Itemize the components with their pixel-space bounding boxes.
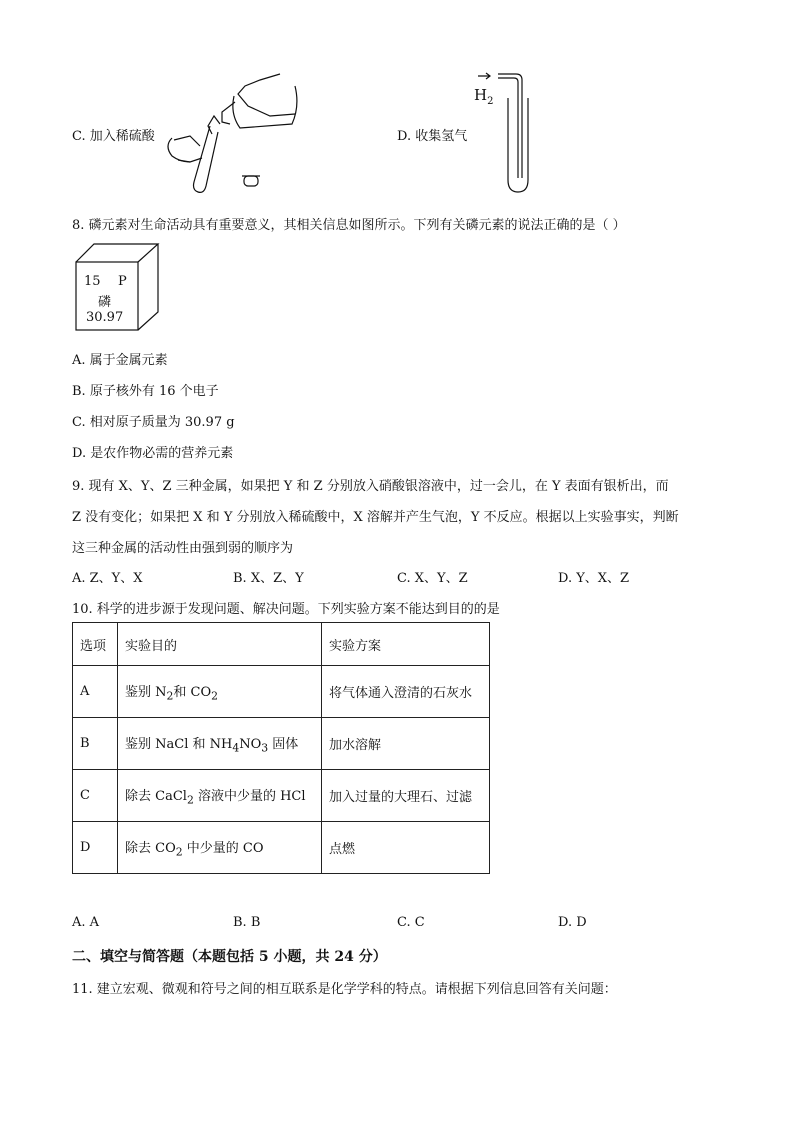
- q8-option-b[interactable]: B. 原子核外有 16 个电子: [72, 384, 219, 399]
- purpose-subscript-a: 4: [232, 741, 240, 755]
- purpose-subscript-a: 2: [175, 845, 183, 859]
- q8-question: 8. 磷元素对生命活动具有重要意义，其相关信息如图所示。下列有关磷元素的说法正确的是（ ）: [72, 218, 626, 233]
- atomic-mass: 30.97: [86, 310, 124, 325]
- table-row: [73, 822, 490, 874]
- row-plan: 点燃: [322, 822, 490, 874]
- q10-option-b[interactable]: B. B: [233, 915, 261, 930]
- q9-option-d[interactable]: D. Y、X、Z: [558, 571, 630, 586]
- element-cell-phosphorus: [72, 240, 162, 332]
- purpose-part-a: 除去 CaCl: [125, 788, 187, 804]
- header-option: 选项: [73, 623, 118, 666]
- atomic-number: 15: [84, 274, 101, 289]
- q9-line-2: Z 没有变化；如果把 X 和 Y 分别放入稀硫酸中，X 溶解并产生气泡，Y 不反应。根据以上实验事实，判断: [72, 510, 679, 525]
- q10-experiment-table: [72, 622, 490, 874]
- purpose-part-b: 和 CO: [173, 684, 212, 700]
- q10-option-a[interactable]: A. A: [72, 915, 100, 930]
- row-purpose: [118, 822, 322, 874]
- row-plan: 加水溶解: [322, 718, 490, 770]
- purpose-subscript-a: 2: [166, 689, 174, 703]
- q10-option-d[interactable]: D. D: [558, 915, 587, 930]
- row-purpose: [118, 718, 322, 770]
- purpose-part-a: 除去 CO: [125, 840, 176, 856]
- purpose-part-b: 中少量的 CO: [182, 840, 264, 856]
- purpose-subscript-b: 2: [211, 689, 219, 703]
- row-plan: 加入过量的大理石、过滤: [322, 770, 490, 822]
- row-purpose: [118, 770, 322, 822]
- h2-label-subscript: 2: [487, 96, 494, 107]
- row-plan: 将气体通入澄清的石灰水: [322, 666, 490, 718]
- q11-question: 11. 建立宏观、微观和符号之间的相互联系是化学学科的特点。请根据下列信息回答有关问题：: [72, 982, 617, 997]
- section-2-title: 二、填空与简答题（本题包括 5 小题，共 24 分）: [72, 949, 387, 965]
- q9-option-a[interactable]: A. Z、Y、X: [72, 571, 143, 586]
- table-row: [73, 666, 490, 718]
- element-name: 磷: [98, 295, 112, 310]
- purpose-part-a: 鉴别 N: [125, 684, 167, 700]
- option-d-label[interactable]: D. 收集氢气: [397, 129, 468, 144]
- header-purpose: 实验目的: [118, 623, 322, 666]
- q8-option-d[interactable]: D. 是农作物必需的营养元素: [72, 446, 234, 461]
- q9-line-1: 9. 现有 X、Y、Z 三种金属，如果把 Y 和 Z 分别放入硝酸银溶液中，过一会儿，在 Y 表面有银析出，而: [72, 479, 669, 494]
- q10-question: 10. 科学的进步源于发现问题、解决问题。下列实验方案不能达到目的的是: [72, 602, 500, 617]
- purpose-part-c: 固体: [268, 736, 299, 752]
- q9-option-c[interactable]: C. X、Y、Z: [397, 571, 468, 586]
- purpose-part-a: 鉴别 NaCl 和 NH: [125, 736, 233, 752]
- purpose-subscript-b: 3: [261, 741, 269, 755]
- table-row: [73, 718, 490, 770]
- option-c-label[interactable]: C. 加入稀硫酸: [72, 129, 155, 144]
- row-option: A: [73, 666, 118, 718]
- q9-option-b[interactable]: B. X、Z、Y: [233, 571, 304, 586]
- h2-label-text: H: [474, 86, 488, 104]
- row-purpose: [118, 666, 322, 718]
- purpose-subscript-a: 2: [186, 793, 194, 807]
- header-plan: 实验方案: [322, 623, 490, 666]
- row-option: C: [73, 770, 118, 822]
- row-option: B: [73, 718, 118, 770]
- q8-option-a[interactable]: A. 属于金属元素: [72, 353, 168, 368]
- q9-line-3: 这三种金属的活动性由强到弱的顺序为: [72, 541, 294, 556]
- q8-option-c[interactable]: C. 相对原子质量为 30.97 g: [72, 415, 235, 430]
- gas-collection-tube-illustration: [472, 68, 532, 198]
- pouring-acid-illustration: [160, 66, 300, 196]
- q10-option-c[interactable]: C. C: [397, 915, 425, 930]
- purpose-part-b: NO: [239, 736, 262, 752]
- table-row: [73, 770, 490, 822]
- element-symbol: P: [118, 274, 127, 289]
- table-header-row: [73, 623, 490, 666]
- row-option: D: [73, 822, 118, 874]
- purpose-part-b: 溶液中少量的 HCl: [193, 788, 306, 804]
